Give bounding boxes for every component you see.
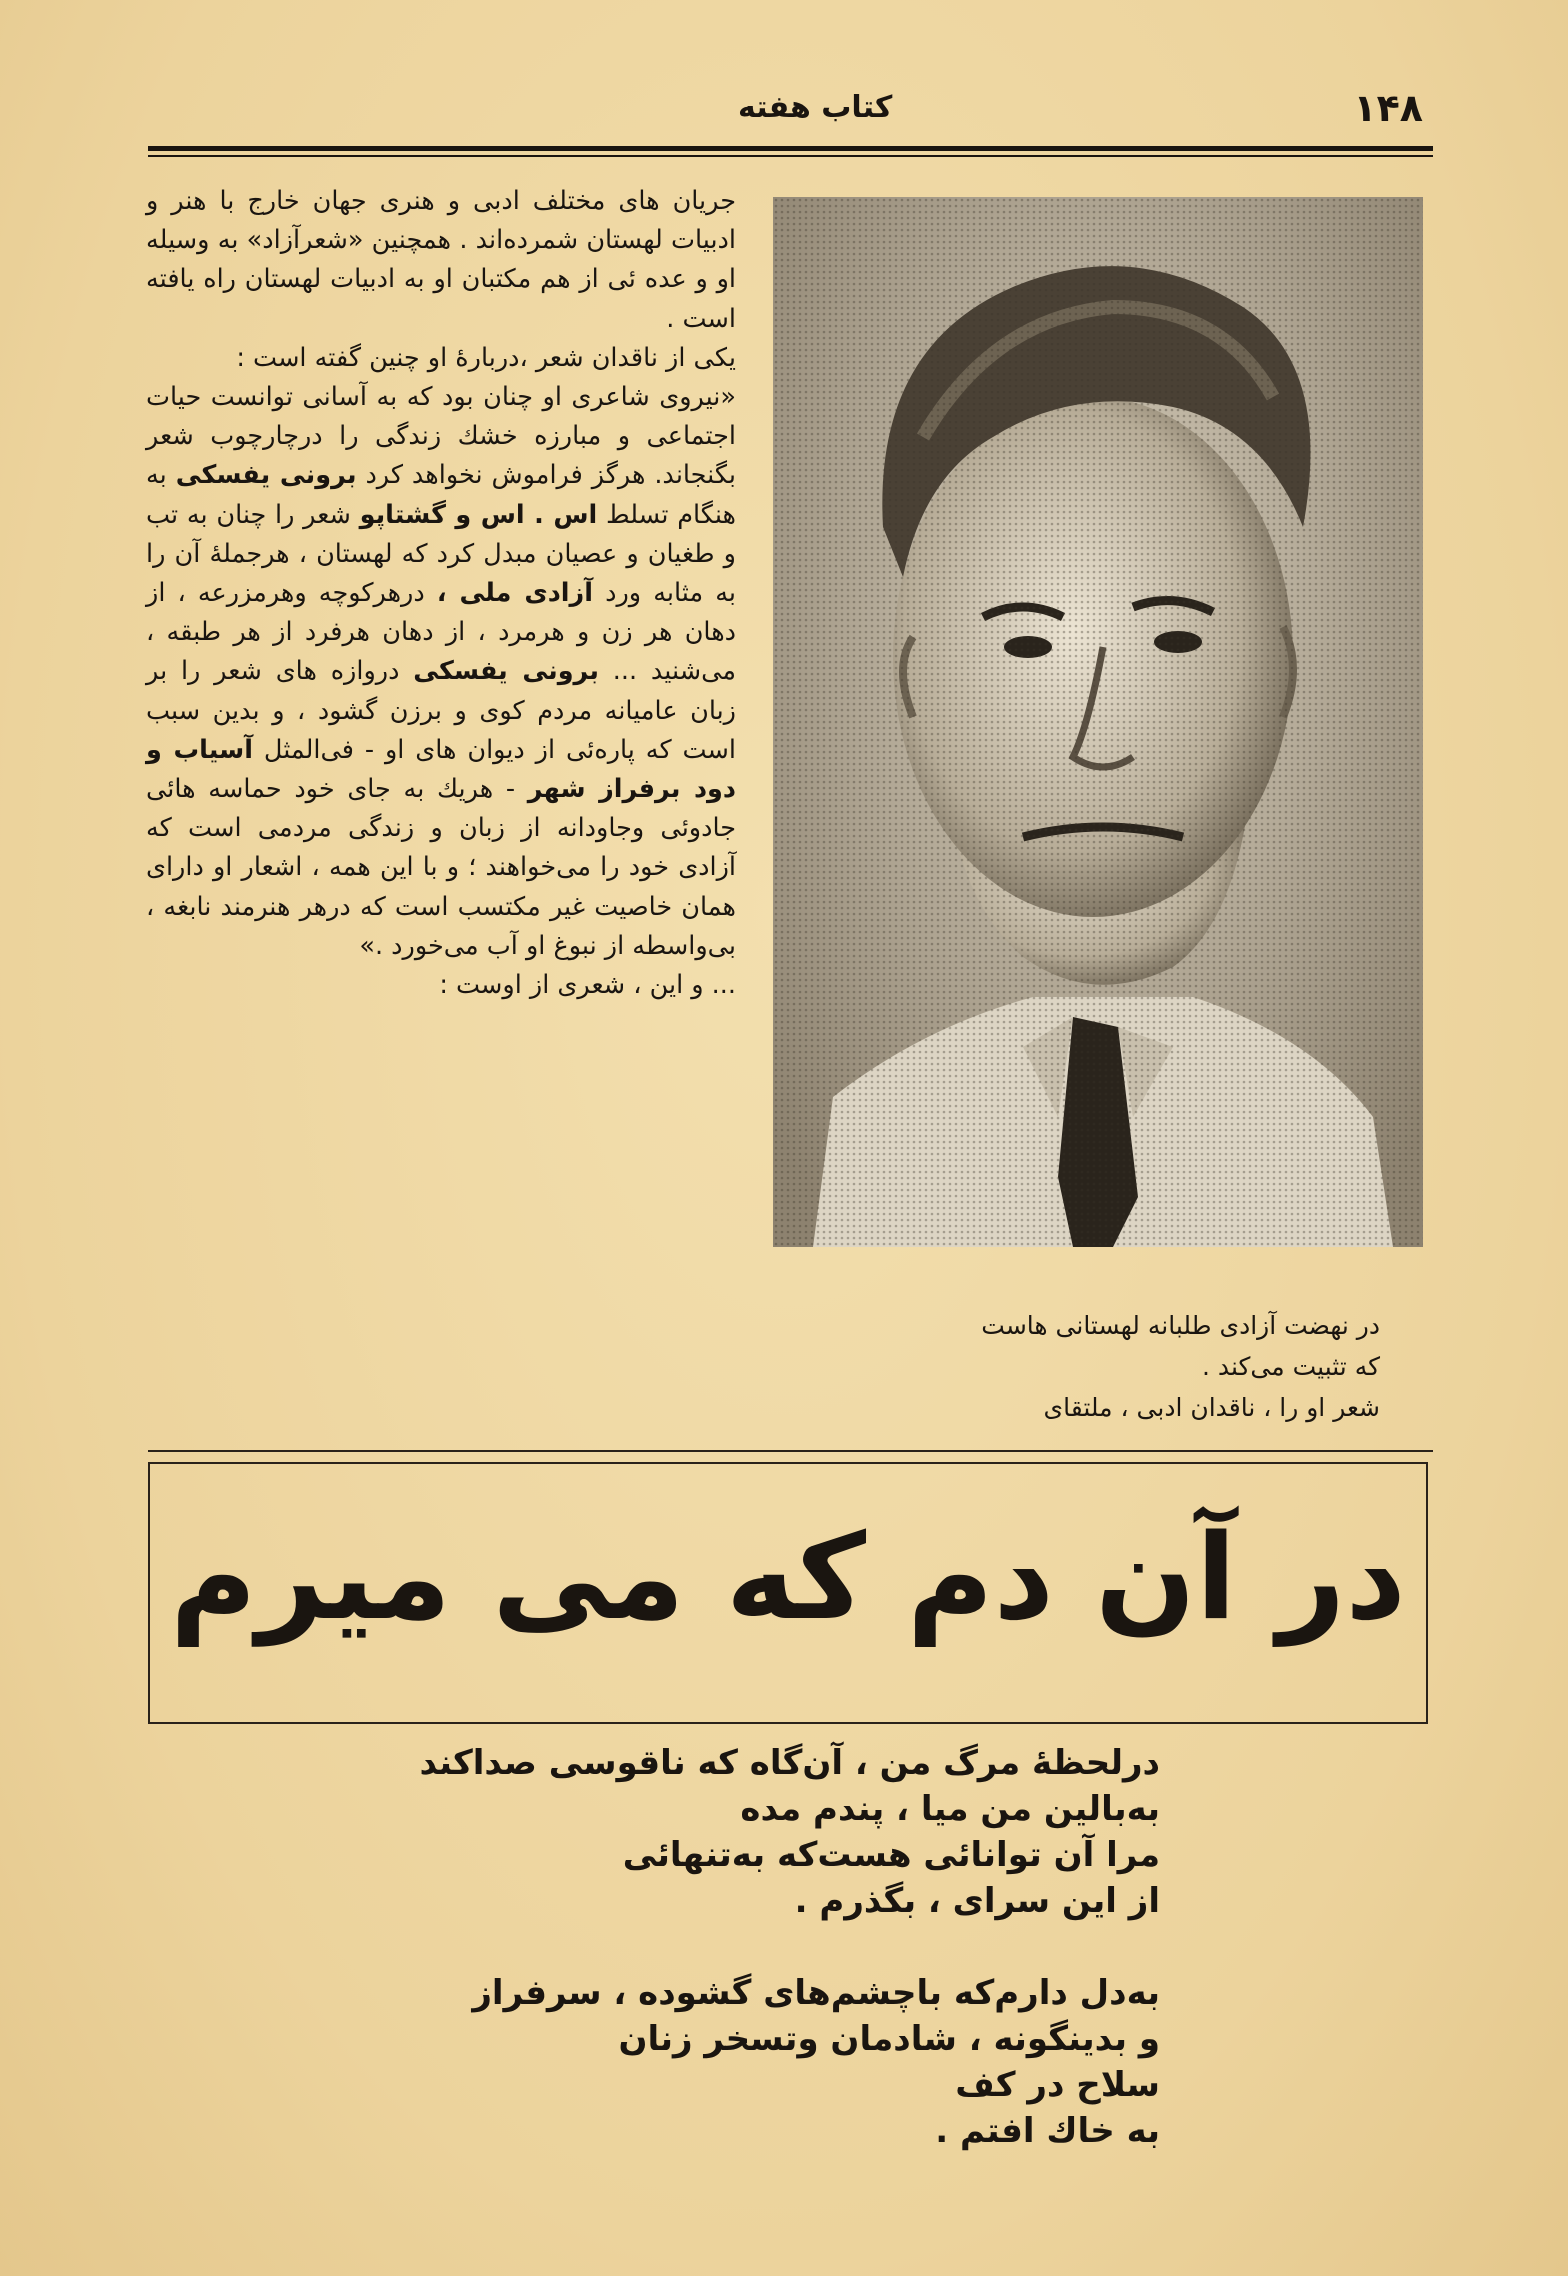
header-rule-thin (148, 155, 1433, 157)
article-text-column (146, 182, 736, 1005)
article-paragraph-4: ... و این ، شعری از اوست : (439, 970, 736, 1001)
poem-line: به‌دل دارم‌که باچشم‌های گشوده ، سرفراز (472, 1973, 1160, 2013)
poem-line: و بدینگونه ، شادمان وتسخر زنان (618, 2019, 1160, 2059)
poem-line: مرا آن توانائی هست‌که به‌تنهائی (622, 1835, 1160, 1875)
page-header (148, 86, 1433, 146)
poem-body (360, 1740, 1160, 2200)
caption-line-3: شعر او را ، ناقدان ادبی ، ملتقای (1043, 1393, 1380, 1422)
poem-stanza-2 (360, 1970, 1160, 2154)
quote-text: درهرکوچه وهرمزرعه ، از دهان هر زن و هرمرد ، از دهان هرفرد از هر طبقه ، می‌شنید ... (146, 578, 736, 687)
book-titles: آسیاب و دود برفراز شهر (146, 734, 736, 805)
poem-title: در آن دم که می میرم (170, 1508, 1406, 1646)
poem-title-box (148, 1462, 1428, 1724)
page-number: ۱۴۸ (1353, 86, 1423, 130)
caption-line-2: که تثبیت می‌کند . (1201, 1352, 1380, 1381)
quote-text: شعر را چنان به تب و طغیان و عصیان مبدل کرد که لهستان ، هرجملهٔ آن را به مثابه ورد (146, 499, 737, 609)
poem-line: درلحظهٔ مرگ من ، آن‌گاه که ناقوسی صداکند (419, 1743, 1160, 1783)
header-rule (148, 146, 1433, 151)
article-paragraph-2: یکی از ناقدان شعر ،دربارهٔ او چنین گفته است : (236, 342, 736, 373)
national-freedom-text: آزادی ملی ، (436, 578, 593, 609)
photo-caption (780, 1305, 1380, 1428)
section-rule (148, 1450, 1433, 1452)
quote-text: «نیروی شاعری او چنان بود که به آسانی توانست حیات اجتماعی و مبارزه خشك زندگی را درچارچوب شعر بگنجاند. هرگز فراموش نخواهد کرد (146, 382, 737, 491)
poet-portrait-photo (773, 197, 1423, 1247)
article-paragraph-3 (146, 378, 736, 966)
quote-text: - هریك به جای خود حماسه هائی جادوئی وجاودانه از زبان و زندگی مردمی است که آزادی خود را می‌خواهند ؛ و با این همه ، اشعار او دارای همان خاصیت غیر مکتسب است که درهر هنرمند نابغه ، بی‌واسطه از نبوغ او آب می‌خورد .» (146, 774, 736, 961)
caption-line-1: در نهضت آزادی طلبانه لهستانی هاست (981, 1311, 1380, 1340)
poem-line: به خاك افتم . (935, 2111, 1160, 2151)
poem-stanza-1 (360, 1740, 1160, 1924)
poet-name: برونی یفسکی (175, 460, 357, 491)
portrait-illustration (773, 197, 1423, 1247)
poem-line: از این سرای ، بگذرم . (794, 1881, 1160, 1921)
ss-gestapo-text: اس . اس و گشتاپو (359, 499, 598, 530)
poet-name: برونی یفسکی (413, 656, 599, 687)
magazine-title: کتاب هفته (738, 90, 893, 125)
poem-line: سلاح در کف (955, 2065, 1160, 2105)
poem-line: به‌بالین من میا ، پندم مده (740, 1789, 1160, 1829)
quote-text: دروازه های شعر را بر زبان عامیانه مردم کوی و برزن گشود ، و بدین سبب است که پاره‌ئی از دیوان های او - فی‌المثل (146, 656, 737, 765)
article-paragraph-1: جریان های مختلف ادبی و هنری جهان خارج با هنر و ادبیات لهستان شمرده‌اند . همچنین «شعرآزاد» به وسیله او و عده ئی از هم مکتبان او به ادبیات لهستان راه یافته است . (146, 186, 736, 334)
quote-text: به هنگام تسلط (146, 460, 736, 530)
